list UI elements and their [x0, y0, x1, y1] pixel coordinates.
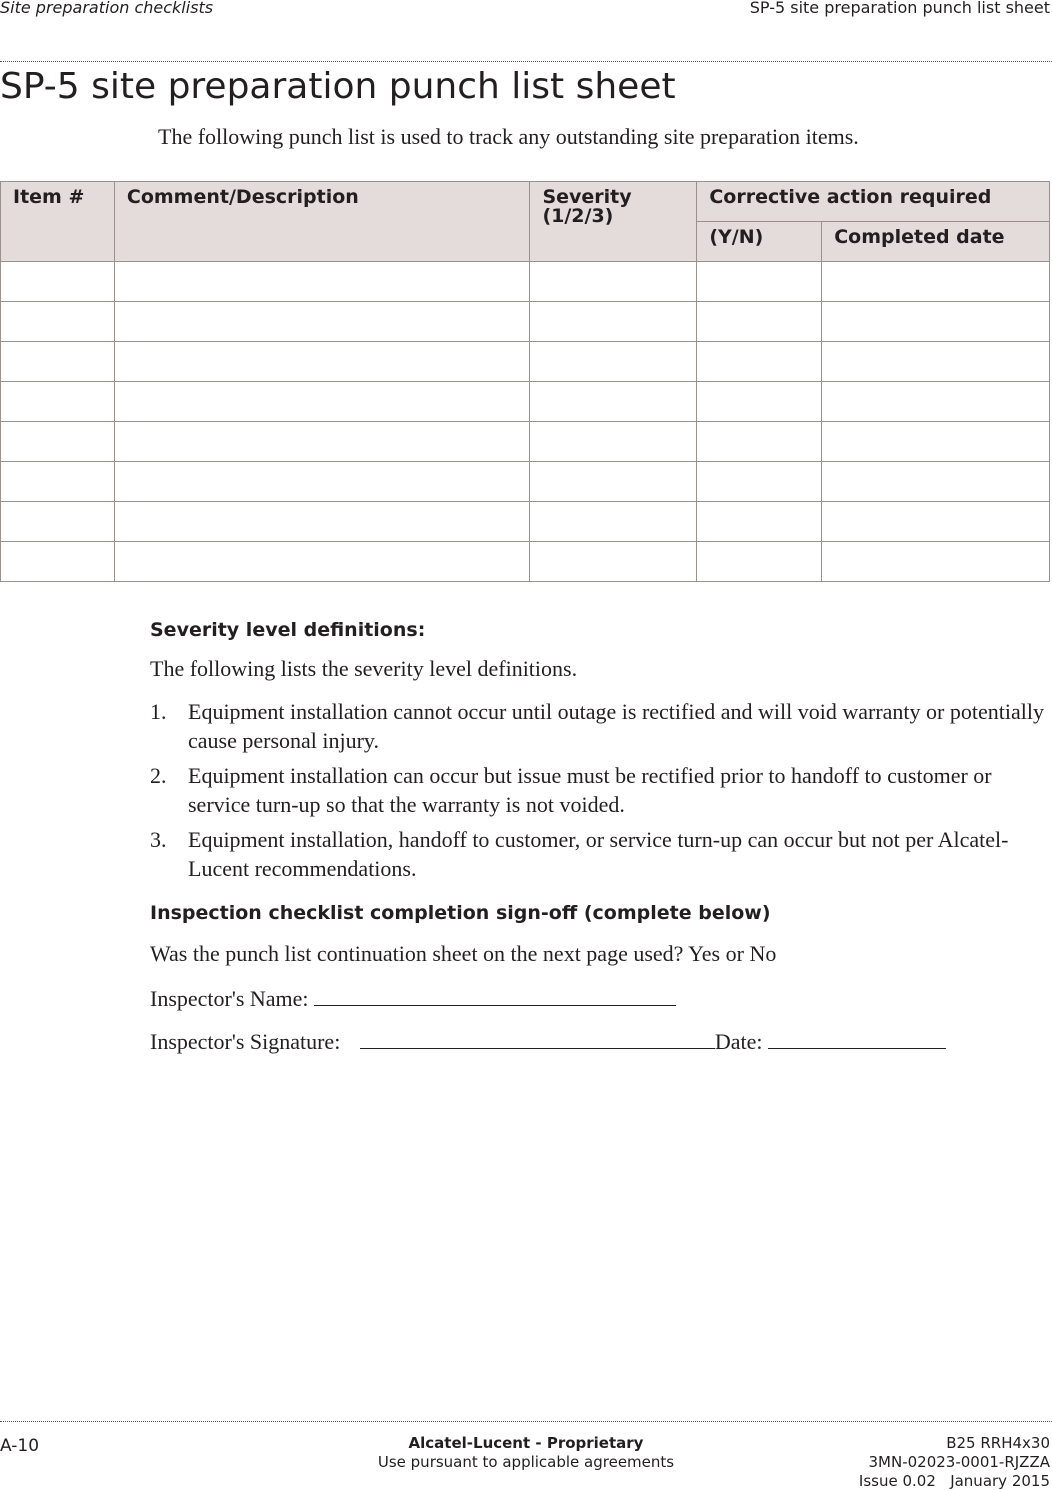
inspector-name-label: Inspector's Name: — [150, 986, 309, 1011]
header-item-number: Item # — [1, 182, 115, 262]
item-cell[interactable] — [1, 342, 115, 382]
item-text: Equipment installation can occur but issue must be rectified prior to handoff to customer or service turn-up so that the warranty is not voided. — [188, 763, 992, 817]
yn-cell[interactable] — [697, 382, 822, 422]
severity-list — [150, 697, 1048, 889]
table-row — [1, 382, 1050, 422]
item-cell[interactable] — [1, 502, 115, 542]
item-cell[interactable] — [1, 462, 115, 502]
completed-date-cell[interactable] — [822, 462, 1050, 502]
severity-cell[interactable] — [530, 462, 697, 502]
table-row — [1, 342, 1050, 382]
severity-cell[interactable] — [530, 342, 697, 382]
completed-date-cell[interactable] — [822, 422, 1050, 462]
comment-cell[interactable] — [114, 382, 530, 422]
completed-date-cell[interactable] — [822, 502, 1050, 542]
signoff-heading: Inspection checklist completion sign-off (complete below) — [150, 902, 771, 924]
yn-cell[interactable] — [697, 342, 822, 382]
signoff-question: Was the punch list continuation sheet on the next page used? Yes or No — [150, 941, 777, 966]
completed-date-cell[interactable] — [822, 542, 1050, 582]
table-row — [1, 422, 1050, 462]
comment-cell[interactable] — [114, 502, 530, 542]
yn-cell[interactable] — [697, 302, 822, 342]
completed-date-cell[interactable] — [822, 382, 1050, 422]
item-cell[interactable] — [1, 542, 115, 582]
header-yn: (Y/N) — [697, 222, 822, 262]
yn-cell[interactable] — [697, 502, 822, 542]
proprietary-notice: Alcatel-Lucent - Proprietary — [408, 1434, 644, 1452]
item-cell[interactable] — [1, 382, 115, 422]
item-number: 3. — [150, 827, 167, 852]
severity-item — [150, 761, 1048, 819]
table-row — [1, 302, 1050, 342]
running-header-title: SP-5 site preparation punch list sheet — [749, 0, 1050, 17]
severity-cell[interactable] — [530, 382, 697, 422]
item-cell[interactable] — [1, 262, 115, 302]
header-divider — [0, 61, 1052, 62]
product-name: B25 RRH4x30 — [946, 1434, 1050, 1452]
agreement-notice: Use pursuant to applicable agreements — [377, 1453, 675, 1471]
completed-date-cell[interactable] — [822, 302, 1050, 342]
table-row — [1, 462, 1050, 502]
inspector-signature-field[interactable] — [360, 1028, 715, 1049]
inspector-name-field[interactable] — [314, 985, 676, 1006]
inspector-signature-label: Inspector's Signature: — [150, 1029, 341, 1054]
header-comment: Comment/Description — [114, 182, 530, 262]
yn-cell[interactable] — [697, 422, 822, 462]
yn-cell[interactable] — [697, 542, 822, 582]
page-number: A-10 — [0, 1436, 40, 1456]
severity-cell[interactable] — [530, 422, 697, 462]
severity-heading: Severity level definitions: — [150, 619, 426, 641]
severity-cell[interactable] — [530, 542, 697, 582]
item-text: Equipment installation cannot occur until outage is rectified and will void warranty or potentially cause personal injury. — [188, 699, 1044, 753]
table-row — [1, 502, 1050, 542]
inspector-name-row — [150, 984, 676, 1013]
inspector-signature-row — [150, 1027, 946, 1056]
comment-cell[interactable] — [114, 262, 530, 302]
severity-lead: The following lists the severity level definitions. — [150, 656, 578, 681]
completed-date-cell[interactable] — [822, 262, 1050, 302]
date: January 2015 — [950, 1472, 1050, 1490]
intro-text: The following punch list is used to track any outstanding site preparation items. — [158, 124, 859, 149]
comment-cell[interactable] — [114, 542, 530, 582]
yn-cell[interactable] — [697, 262, 822, 302]
item-number: 1. — [150, 699, 167, 724]
doc-number: 3MN-02023-0001-RJZZA — [868, 1453, 1050, 1471]
date-label: Date: — [714, 1029, 763, 1054]
item-number: 2. — [150, 763, 167, 788]
header-severity: Severity (1/2/3) — [530, 182, 697, 262]
punch-list-table — [0, 181, 1050, 582]
item-cell[interactable] — [1, 422, 115, 462]
comment-cell[interactable] — [114, 422, 530, 462]
severity-item — [150, 697, 1048, 755]
footer-divider — [0, 1421, 1052, 1422]
severity-cell[interactable] — [530, 262, 697, 302]
table-row — [1, 262, 1050, 302]
footer-doc-info — [859, 1434, 1050, 1490]
severity-item — [150, 825, 1048, 883]
issue: Issue 0.02 — [858, 1472, 936, 1490]
running-header-section: Site preparation checklists — [0, 0, 214, 17]
comment-cell[interactable] — [114, 302, 530, 342]
header-completed-date: Completed date — [822, 222, 1050, 262]
page-title: SP-5 site preparation punch list sheet — [0, 66, 676, 107]
header-corrective-action: Corrective action required — [697, 182, 1050, 222]
comment-cell[interactable] — [114, 342, 530, 382]
issue-date — [859, 1472, 1050, 1490]
table-row — [1, 542, 1050, 582]
severity-cell[interactable] — [530, 302, 697, 342]
date-field[interactable] — [768, 1028, 946, 1049]
item-text: Equipment installation, handoff to customer, or service turn-up can occur but not per Alcatel-Lucent recommendations. — [188, 827, 1009, 881]
item-cell[interactable] — [1, 302, 115, 342]
yn-cell[interactable] — [697, 462, 822, 502]
severity-cell[interactable] — [530, 502, 697, 542]
comment-cell[interactable] — [114, 462, 530, 502]
completed-date-cell[interactable] — [822, 342, 1050, 382]
